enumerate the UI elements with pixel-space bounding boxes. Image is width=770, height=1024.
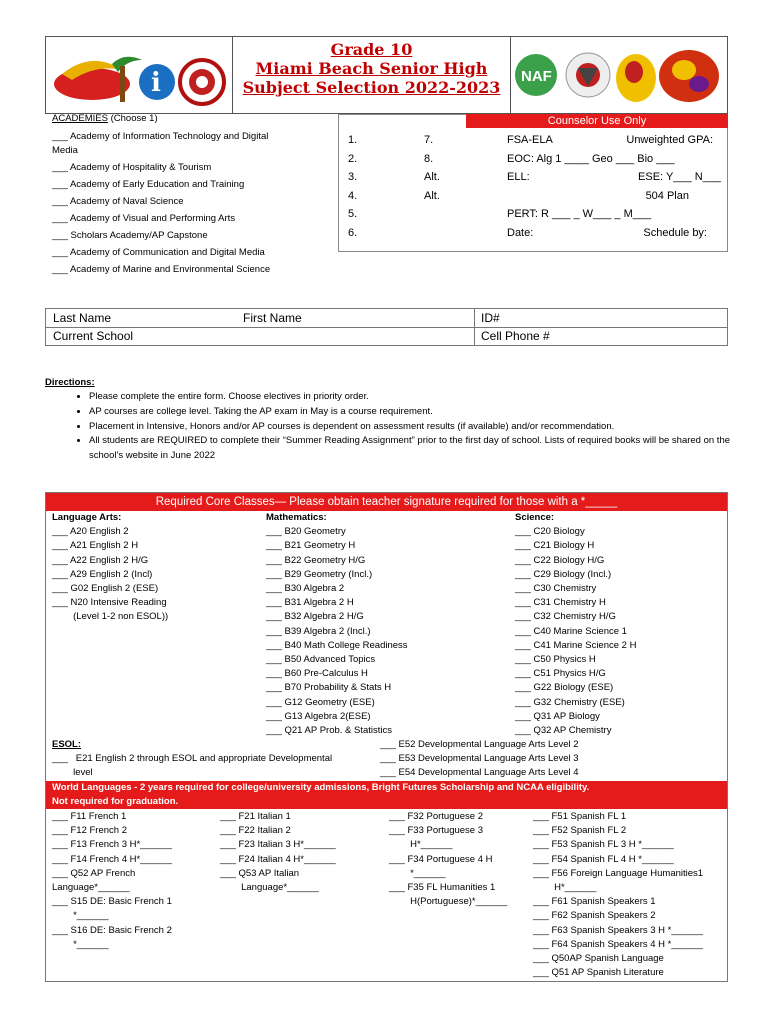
- naf-logo-text: NAF: [521, 68, 552, 85]
- academies-section: [52, 112, 337, 278]
- italian-column: [220, 810, 336, 895]
- course-option[interactable]: ___ Q21 AP Prob. & Statistics: [266, 725, 393, 737]
- counselor-heading-bar: [466, 114, 728, 128]
- mathematics-heading: Mathematics:: [266, 512, 327, 523]
- course-option[interactable]: ___ B50 Advanced Topics: [266, 654, 376, 666]
- course-option[interactable]: ___ F12 French 2: [52, 825, 127, 837]
- course-option-note: H*______: [533, 882, 597, 894]
- course-option[interactable]: ___ B29 Geometry (Incl.): [266, 568, 373, 580]
- school-logo-group: [52, 42, 228, 108]
- esol-right: [380, 738, 579, 781]
- course-option[interactable]: ___ F54 Spanish FL 4 H *______: [533, 853, 674, 865]
- world-languages-banner: [46, 781, 727, 809]
- right-logo-group: [514, 42, 724, 108]
- directions-section: [45, 376, 735, 464]
- course-option[interactable]: ___ Q53 AP Italian: [220, 867, 300, 879]
- course-option[interactable]: ___ F56 Foreign Language Humanities1: [533, 867, 704, 879]
- course-option[interactable]: ___ F32 Portuguese 2: [389, 811, 484, 822]
- mathematics-column: [266, 511, 408, 738]
- course-option[interactable]: ___ F62 Spanish Speakers 2: [533, 910, 656, 922]
- course-option-note: (Level 1-2 non ESOL)): [52, 611, 169, 623]
- direction-item: • AP courses are college level. Taking the AP exam in May is a course requirement.: [89, 405, 735, 420]
- core-banner-text: Required Core Classes— Please obtain teacher signature required for those with a *_____: [155, 496, 618, 508]
- period-alt-1: Alt.: [424, 171, 440, 183]
- course-option[interactable]: ___ C41 Marine Science 2 H: [515, 639, 637, 651]
- current-school-field[interactable]: Current School: [53, 329, 134, 343]
- period-alt-2: Alt.: [424, 189, 440, 202]
- academy-option-continued: Media: [52, 145, 78, 156]
- student-info-hline: [45, 327, 728, 328]
- academies-list: [52, 128, 337, 278]
- course-option[interactable]: ___ Q32 AP Chemistry: [515, 725, 612, 737]
- title-school: Miami Beach Senior High: [255, 59, 488, 78]
- course-option[interactable]: ___ B31 Algebra 2 H: [266, 597, 354, 609]
- language-arts-heading: Language Arts:: [52, 512, 122, 523]
- period-8: 8.: [424, 152, 434, 165]
- course-option[interactable]: ___ Q51 AP Spanish Literature: [533, 967, 664, 979]
- french-column: [52, 810, 172, 952]
- science-heading: Science:: [515, 512, 555, 523]
- academy-option[interactable]: ___ Academy of Naval Science: [52, 196, 184, 207]
- counselor-heading: Counselor Use Only: [547, 115, 647, 127]
- counselor-row: ELL: ESE: Y___ N___: [507, 171, 721, 183]
- counselor-row: PERT: R ___ _ W___ _ M___: [507, 208, 652, 220]
- course-option[interactable]: ___ C30 Chemistry: [515, 583, 597, 595]
- course-option[interactable]: ___ F34 Portuguese 4 H: [389, 853, 493, 865]
- academy-option[interactable]: ___ Academy of Early Education and Training: [52, 179, 245, 190]
- course-option[interactable]: ___ F51 Spanish FL 1: [533, 811, 627, 822]
- naf-arts-logos: [514, 42, 724, 108]
- course-option[interactable]: ___ G13 Algebra 2(ESE): [266, 710, 371, 722]
- course-option-note: Language*______: [220, 882, 319, 894]
- course-option[interactable]: ___ C40 Marine Science 1: [515, 625, 627, 637]
- first-name-field[interactable]: First Name: [243, 311, 302, 325]
- direction-item: • All students are REQUIRED to complete their “Summer Reading Assignment” prior to the first day of school. Lists of required books will be shared on the school’s website in June 2022: [89, 434, 735, 464]
- course-option-note: *______: [52, 938, 109, 950]
- esol-left: [52, 738, 332, 781]
- course-option[interactable]: ___ S16 DE: Basic French 2: [52, 924, 172, 936]
- course-option[interactable]: ___ G02 English 2 (ESE): [52, 583, 159, 595]
- course-option-note: *______: [389, 867, 446, 879]
- course-option[interactable]: ___ G12 Geometry (ESE): [266, 696, 375, 708]
- world-languages-banner-line2: Not required for graduation.: [52, 795, 179, 807]
- academy-option[interactable]: ___ Academy of Information Technology and Digital: [52, 131, 269, 142]
- course-option[interactable]: ___ F35 FL Humanities 1: [389, 882, 496, 894]
- counselor-row: Date: Schedule by:: [507, 226, 707, 239]
- period-4: 4.: [348, 189, 358, 202]
- counselor-periods-col1: [348, 131, 357, 242]
- esol-heading: ESOL:: [52, 739, 82, 750]
- counselor-row: 504 Plan: [645, 189, 689, 202]
- course-option[interactable]: ___ F52 Spanish FL 2: [533, 825, 627, 837]
- course-option[interactable]: ___ C50 Physics H: [515, 654, 596, 666]
- directions-heading: Directions:: [45, 377, 95, 388]
- course-option[interactable]: ___ C22 Biology H/G: [515, 554, 605, 566]
- course-option[interactable]: ___ B40 Math College Readiness: [266, 639, 408, 651]
- academies-heading: ACADEMIES (Choose 1): [52, 113, 158, 124]
- counselor-row: FSA-ELA Unweighted GPA:: [507, 134, 713, 146]
- cell-phone-field[interactable]: Cell Phone #: [481, 329, 550, 343]
- period-3: 3.: [348, 171, 358, 183]
- period-5: 5.: [348, 208, 358, 220]
- course-option[interactable]: ___ B20 Geometry: [266, 526, 346, 538]
- course-option[interactable]: ___ C21 Biology H: [515, 540, 595, 552]
- course-option[interactable]: ___ Q52 AP French: [52, 867, 136, 879]
- direction-item: • Please complete the entire form. Choose electives in priority order.: [89, 390, 735, 405]
- course-option[interactable]: ___ F64 Spanish Speakers 4 H *______: [533, 938, 704, 950]
- academy-option[interactable]: ___ Academy of Communication and Digital Media: [52, 247, 265, 258]
- core-banner: [46, 493, 727, 511]
- portuguese-column: [389, 810, 507, 909]
- directions-list: [45, 390, 735, 464]
- id-field[interactable]: ID#: [481, 311, 500, 325]
- course-option[interactable]: ___ C32 Chemistry H/G: [515, 611, 616, 623]
- course-option[interactable]: ___ C29 Biology (Incl.): [515, 568, 612, 580]
- course-option[interactable]: ___ B21 Geometry H: [266, 540, 356, 552]
- academy-option[interactable]: ___ Academy of Hospitality & Tourism: [52, 162, 212, 173]
- course-option[interactable]: ___ F11 French 1: [52, 811, 127, 822]
- course-option-note: H*______: [389, 839, 453, 851]
- course-option-note: H(Portuguese)*______: [389, 896, 508, 908]
- course-option[interactable]: ___ B32 Algebra 2 H/G: [266, 611, 364, 623]
- course-option-note: *______: [52, 910, 109, 922]
- course-option[interactable]: ___ B39 Algebra 2 (Incl.): [266, 625, 371, 637]
- header-divider-right: [510, 36, 511, 114]
- course-option[interactable]: ___ Q50AP Spanish Language: [533, 953, 664, 965]
- course-option[interactable]: ___ F24 Italian 4 H*______: [220, 853, 336, 865]
- course-option[interactable]: ___ G22 Biology (ESE): [515, 682, 614, 694]
- title-subject-selection: Subject Selection 2022-2023: [242, 78, 501, 97]
- period-2: 2.: [348, 152, 358, 165]
- course-option[interactable]: ___ E53 Developmental Language Arts Level 3: [380, 753, 579, 765]
- course-option[interactable]: ___ B30 Algebra 2: [266, 583, 345, 595]
- period-7: 7.: [424, 134, 434, 146]
- course-option[interactable]: ___ F63 Spanish Speakers 3 H *______: [533, 924, 704, 936]
- svg-text:i: i: [151, 68, 161, 98]
- form-title: [233, 40, 510, 97]
- course-option-note: level: [52, 767, 93, 779]
- counselor-details: [507, 131, 721, 242]
- course-option[interactable]: ___ B60 Pre-Calculus H: [266, 668, 368, 680]
- course-option[interactable]: ___ F21 Italian 1: [220, 811, 291, 822]
- period-6: 6.: [348, 226, 358, 239]
- course-option[interactable]: ___ E54 Developmental Language Arts Level 4: [380, 767, 579, 779]
- academy-option[interactable]: ___ Academy of Marine and Environmental Science: [52, 264, 271, 275]
- course-option[interactable]: ___ B22 Geometry H/G: [266, 554, 366, 566]
- academy-option[interactable]: ___ Scholars Academy/AP Capstone: [52, 230, 208, 241]
- course-option[interactable]: ___ F14 French 4 H*______: [52, 853, 172, 865]
- course-option[interactable]: ___ C31 Chemistry H: [515, 597, 606, 609]
- academy-option[interactable]: ___ Academy of Visual and Performing Arts: [52, 213, 236, 224]
- counselor-periods-col2: [424, 131, 440, 205]
- course-option[interactable]: ___ B70 Probability & Stats H: [266, 682, 392, 694]
- course-option[interactable]: ___ A21 English 2 H: [52, 540, 139, 552]
- title-grade: Grade 10: [330, 40, 413, 59]
- course-option[interactable]: ___ A29 English 2 (Incl): [52, 568, 153, 580]
- course-option[interactable]: ___ S15 DE: Basic French 1: [52, 896, 172, 908]
- course-option[interactable]: ___ C20 Biology: [515, 526, 585, 538]
- course-option[interactable]: ___ A22 English 2 H/G: [52, 554, 149, 566]
- course-option[interactable]: ___ F33 Portuguese 3: [389, 825, 484, 837]
- world-languages-banner-line1: World Languages - 2 years required for college/university admissions, Bright Futures Scholarship and NCAA eligibility.: [52, 782, 590, 793]
- spanish-column: [533, 810, 703, 980]
- course-option[interactable]: ___ F61 Spanish Speakers 1: [533, 896, 656, 908]
- course-option-note: Language*______: [52, 882, 130, 894]
- language-arts-column: [52, 511, 168, 625]
- course-option[interactable]: ___ Q31 AP Biology: [515, 710, 600, 722]
- direction-item: • Placement in Intensive, Honors and/or AP courses is dependent on assessment results (if available) and/or recommendation.: [89, 420, 735, 435]
- course-option[interactable]: ___ F23 Italian 3 H*______: [220, 839, 336, 851]
- course-option[interactable]: ___ A20 English 2: [52, 526, 129, 538]
- science-column: [515, 511, 636, 738]
- course-option[interactable]: ___ E21 English 2 through ESOL and appropriate Developmental: [52, 753, 333, 765]
- period-1: 1.: [348, 134, 358, 146]
- last-name-field[interactable]: Last Name: [53, 311, 112, 325]
- course-option[interactable]: ___ F53 Spanish FL 3 H *______: [533, 839, 674, 851]
- course-option[interactable]: ___ E52 Developmental Language Arts Level 2: [380, 739, 579, 750]
- course-option[interactable]: ___ C51 Physics H/G: [515, 668, 606, 680]
- course-option[interactable]: ___ F22 Italian 2: [220, 825, 291, 837]
- course-option[interactable]: ___ N20 Intensive Reading: [52, 597, 167, 609]
- course-option[interactable]: ___ G32 Chemistry (ESE): [515, 696, 625, 708]
- palm-ib-logo: [52, 42, 228, 108]
- counselor-row: EOC: Alg 1 ____ Geo ___ Bio ___: [507, 152, 675, 165]
- course-option[interactable]: ___ F13 French 3 H*______: [52, 839, 172, 851]
